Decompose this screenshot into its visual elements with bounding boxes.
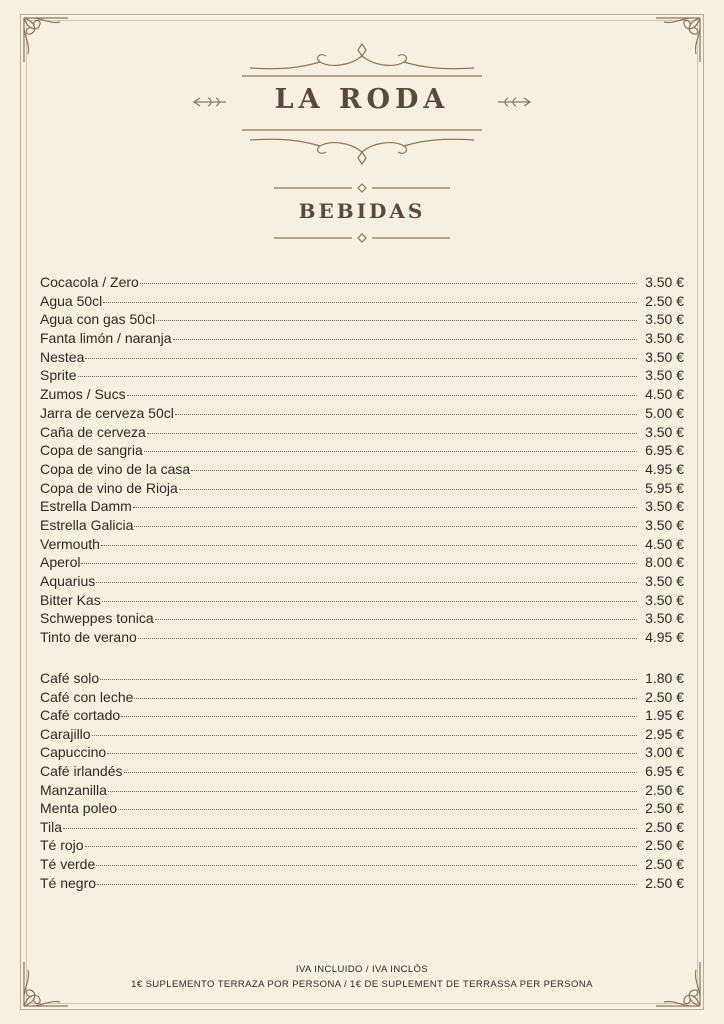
menu-item	[38, 725, 684, 744]
corner-ornament-icon	[652, 14, 704, 66]
dot-leader	[191, 470, 637, 471]
dot-leader	[133, 507, 637, 508]
drinks-list	[38, 273, 684, 647]
item-name: Aperol	[40, 554, 81, 571]
item-name: Copa de sangria	[40, 442, 143, 459]
restaurant-title: LA RODA	[274, 84, 450, 115]
dot-leader	[124, 772, 638, 773]
item-name: Zumos / Sucs	[40, 386, 126, 403]
menu-item	[38, 874, 684, 893]
item-name: Café solo	[40, 670, 100, 686]
menu-item	[38, 628, 684, 647]
item-name: Café cortado	[40, 707, 121, 724]
menu-item	[38, 404, 684, 423]
footer-notes	[0, 962, 724, 992]
item-price: 3.50 €	[645, 423, 684, 440]
menu-item	[38, 688, 684, 707]
dot-leader	[138, 638, 637, 639]
item-price: 3.50 €	[645, 591, 684, 608]
item-price: 2.50 €	[645, 292, 684, 309]
menu-item	[38, 441, 684, 460]
dot-leader	[134, 526, 637, 527]
item-price: 3.50 €	[645, 311, 684, 328]
item-price: 4.50 €	[645, 535, 684, 552]
item-name: Estrella Galicia	[40, 516, 134, 533]
dot-leader	[155, 619, 637, 620]
dot-leader	[108, 791, 637, 792]
menu-item	[38, 762, 684, 781]
dot-leader	[118, 809, 637, 810]
item-price: 5.00 €	[645, 404, 684, 421]
menu-item	[38, 591, 684, 610]
item-name: Copa de vino de la casa	[40, 460, 191, 477]
item-price: 3.50 €	[645, 573, 684, 589]
item-price: 4.95 €	[645, 460, 684, 477]
dot-leader	[63, 828, 637, 829]
item-price: 2.50 €	[645, 818, 684, 835]
menu-item	[38, 329, 684, 348]
item-name: Té verde	[40, 855, 96, 872]
menu-item	[38, 855, 684, 874]
dot-leader	[101, 545, 637, 546]
dot-leader	[107, 753, 637, 754]
item-price: 3.50 €	[645, 274, 684, 290]
item-name: Schweppes tonica	[40, 610, 154, 627]
item-price: 6.95 €	[645, 442, 684, 459]
menu-item	[38, 348, 684, 367]
item-price: 1.95 €	[645, 707, 684, 724]
menu-item	[38, 366, 684, 385]
item-price: 3.50 €	[645, 498, 684, 515]
menu-item	[38, 799, 684, 818]
item-price: 8.00 €	[645, 554, 684, 571]
item-name: Agua 50cl	[40, 292, 103, 309]
item-name: Fanta limón / naranja	[40, 330, 172, 347]
item-price: 2.50 €	[645, 837, 684, 854]
item-price: 2.50 €	[645, 800, 684, 817]
coffee-list	[38, 669, 684, 892]
item-name: Estrella Damm	[40, 498, 132, 515]
menu-item	[38, 553, 684, 572]
dot-leader	[173, 339, 637, 340]
item-price: 3.50 €	[645, 516, 684, 533]
menu-item	[38, 836, 684, 855]
item-name: Té negro	[40, 874, 97, 891]
item-price: 3.50 €	[645, 348, 684, 365]
item-name: Té rojo	[40, 837, 84, 854]
menu-item	[38, 535, 684, 554]
item-name: Tinto de verano	[40, 629, 137, 646]
dot-leader	[96, 582, 637, 583]
dot-leader	[96, 865, 637, 866]
dot-leader	[121, 716, 637, 717]
item-price: 2.95 €	[645, 725, 684, 742]
item-price: 1.80 €	[645, 670, 684, 686]
item-name: Nestea	[40, 348, 85, 365]
menu-item	[38, 292, 684, 311]
item-name: Vermouth	[40, 535, 100, 552]
item-name: Café con leche	[40, 688, 134, 705]
menu-item	[38, 497, 684, 516]
tax-note: IVA INCLUIDO / IVA INCLÒS	[295, 964, 429, 975]
dot-leader	[140, 283, 637, 284]
terrace-surcharge-note: 1€ SUPLEMENTO TERRAZA POR PERSONA / 1€ DE SUPLEMENT DE TERRASSA PER PERSONA	[131, 979, 593, 990]
item-price: 3.00 €	[645, 744, 684, 761]
item-name: Tila	[40, 818, 63, 835]
item-price: 4.50 €	[645, 386, 684, 403]
dot-leader	[92, 735, 637, 736]
menu-item	[38, 423, 684, 442]
menu-item	[38, 609, 684, 628]
menu-item	[38, 310, 684, 329]
menu-item	[38, 669, 684, 688]
item-price: 2.50 €	[645, 874, 684, 891]
dot-leader	[102, 601, 637, 602]
item-name: Café irlandés	[40, 762, 123, 779]
corner-ornament-icon	[20, 14, 72, 66]
item-price: 6.95 €	[645, 762, 684, 779]
menu-item	[38, 706, 684, 725]
item-name: Carajillo	[40, 725, 91, 742]
item-name: Bitter Kas	[40, 591, 101, 608]
menu-item	[38, 273, 684, 292]
dot-leader	[156, 320, 637, 321]
menu-item	[38, 385, 684, 404]
item-name: Copa de vino de Rioja	[40, 479, 178, 496]
dot-leader	[81, 563, 637, 564]
item-name: Aquarius	[40, 573, 96, 589]
item-price: 2.50 €	[645, 855, 684, 872]
menu-item	[38, 460, 684, 479]
item-price: 2.50 €	[645, 688, 684, 705]
menu-item	[38, 572, 684, 591]
menu-item	[38, 781, 684, 800]
item-price: 3.50 €	[645, 330, 684, 347]
dot-leader	[144, 451, 637, 452]
dot-leader	[179, 489, 637, 490]
dot-leader	[85, 358, 637, 359]
dot-leader	[85, 846, 637, 847]
item-name: Capuccino	[40, 744, 107, 761]
item-price: 3.50 €	[645, 610, 684, 627]
menu-item	[38, 479, 684, 498]
section-title: BEBIDAS	[298, 199, 426, 223]
item-name: Jarra de cerveza 50cl	[40, 404, 174, 421]
dot-leader	[97, 884, 637, 885]
item-name: Caña de cerveza	[40, 423, 146, 440]
item-name: Menta poleo	[40, 800, 118, 817]
menu-item	[38, 743, 684, 762]
item-name: Cocacola / Zero	[40, 274, 139, 290]
dot-leader	[103, 302, 637, 303]
item-name: Manzanilla	[40, 781, 107, 798]
item-price: 2.50 €	[645, 781, 684, 798]
dot-leader	[127, 395, 637, 396]
dot-leader	[78, 376, 637, 377]
item-price: 5.95 €	[645, 479, 684, 496]
item-price: 4.95 €	[645, 629, 684, 646]
dot-leader	[100, 679, 637, 680]
item-price: 3.50 €	[645, 367, 684, 384]
item-name: Sprite	[40, 367, 77, 384]
menu-item	[38, 818, 684, 837]
dot-leader	[134, 698, 637, 699]
item-name: Agua con gas 50cl	[40, 311, 156, 328]
menu-item	[38, 516, 684, 535]
dot-leader	[175, 414, 637, 415]
dot-leader	[147, 433, 637, 434]
